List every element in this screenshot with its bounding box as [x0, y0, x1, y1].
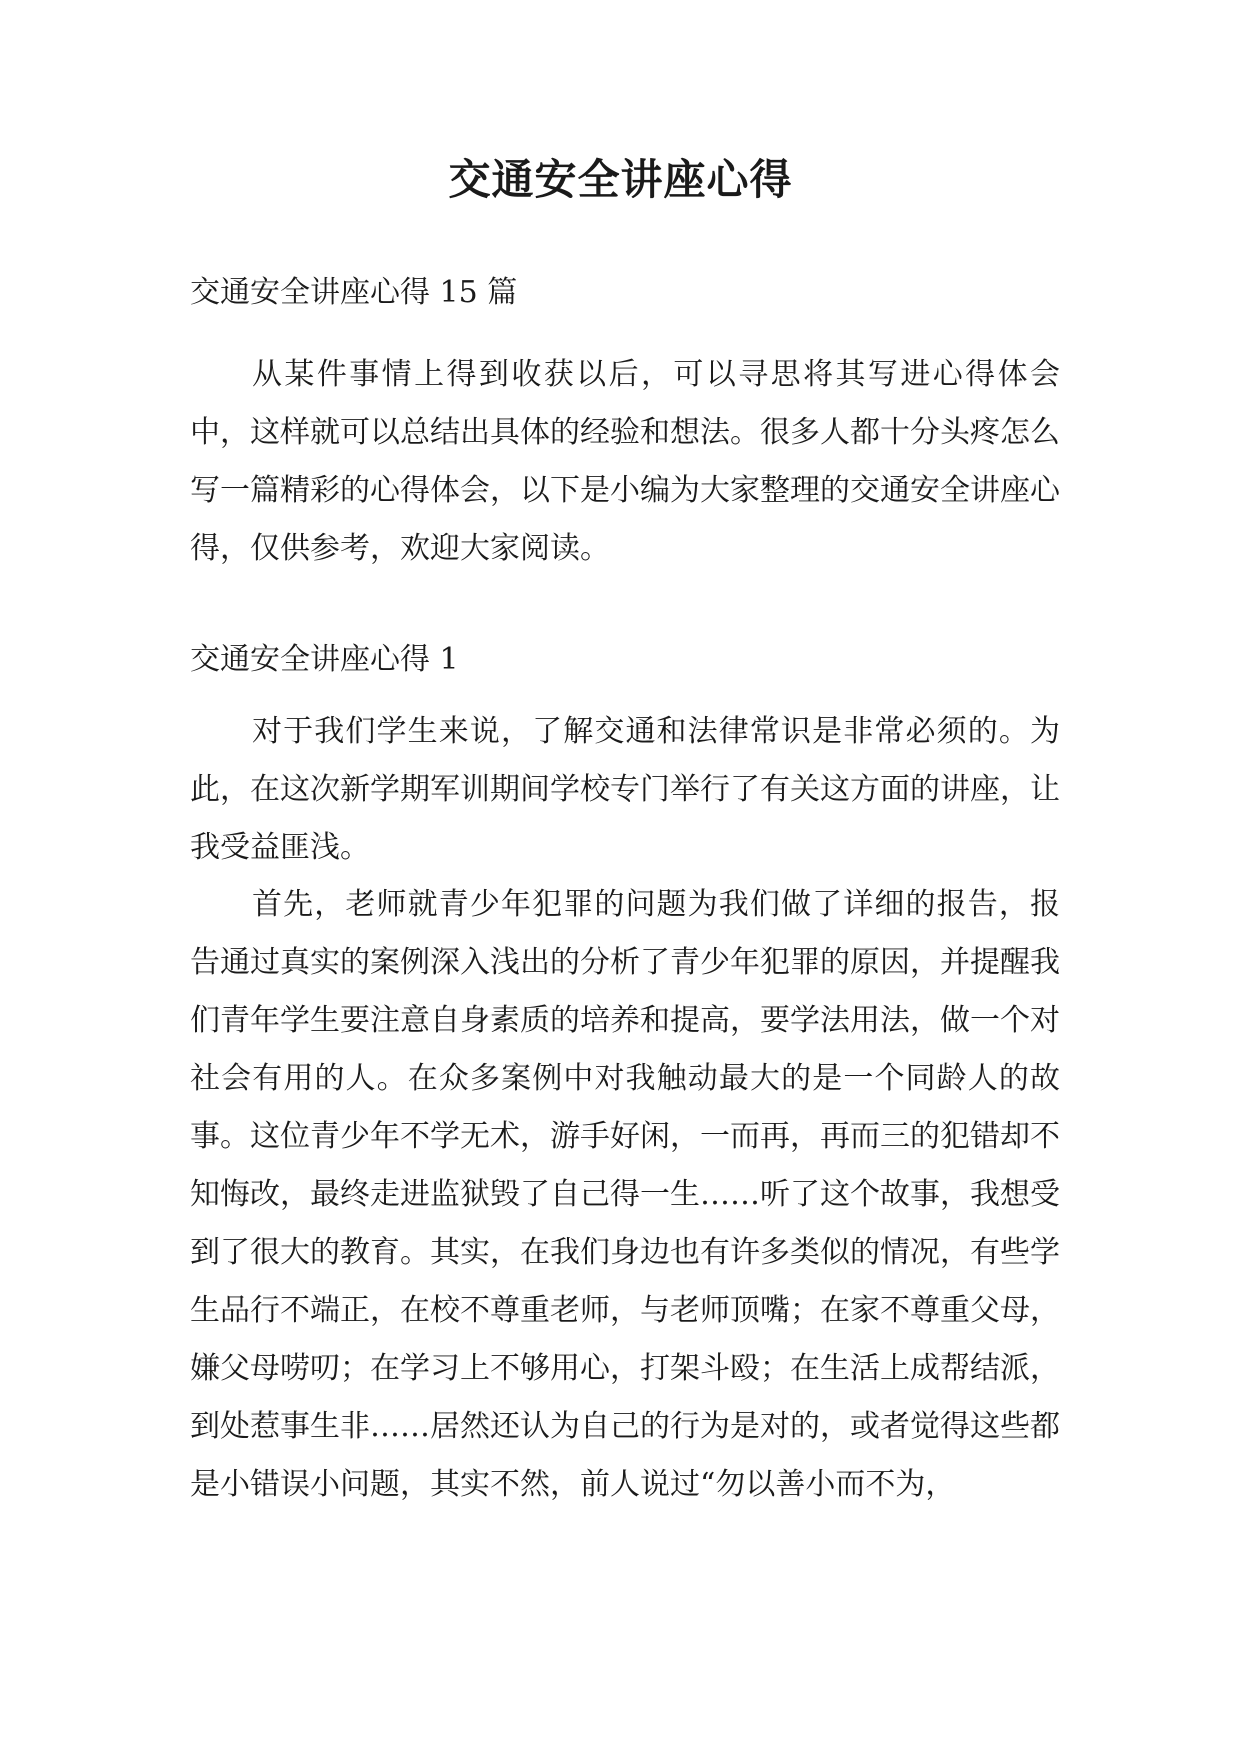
section-heading: 交通安全讲座心得 1 [190, 642, 459, 677]
body-paragraph: 对于我们学生来说，了解交通和法律常识是非常必须的。为此，在这次新学期军训期间学校专门举行了有关这方面的讲座，让我受益匪浅。 [190, 714, 1060, 865]
intro-heading: 交通安全讲座心得 15 篇 [190, 275, 518, 310]
document-title: 交通安全讲座心得 [448, 155, 793, 204]
intro-paragraph: 从某件事情上得到收获以后，可以寻思将其写进心得体会中，这样就可以总结出具体的经验和想法。很多人都十分头疼怎么写一篇精彩的心得体会，以下是小编为大家整理的交通安全讲座心得，仅供参考，欢迎大家阅读。 [190, 357, 1060, 566]
body-paragraph: 首先，老师就青少年犯罪的问题为我们做了详细的报告，报告通过真实的案例深入浅出的分析了青少年犯罪的原因，并提醒我们青年学生要注意自身素质的培养和提高，要学法用法，做一个对社会有用的人。在众多案例中对我触动最大的是一个同龄人的故事。这位青少年不学无术，游手好闲，一而再，再而三的犯错却不知悔改，最终走进监狱毁了自己得一生……听了这个故事，我想受到了很大的教育。其实，在我们身边也有许多类似的情况，有些学生品行不端正，在校不尊重老师，与老师顶嘴；在家不尊重父母，嫌父母唠叨；在学习上不够用心，打架斗殴；在生活上成帮结派，到处惹事生非……居然还认为自己的行为是对的，或者觉得这些都是小错误小问题，其实不然，前人说过“勿以善小而不为， [190, 887, 1060, 1502]
